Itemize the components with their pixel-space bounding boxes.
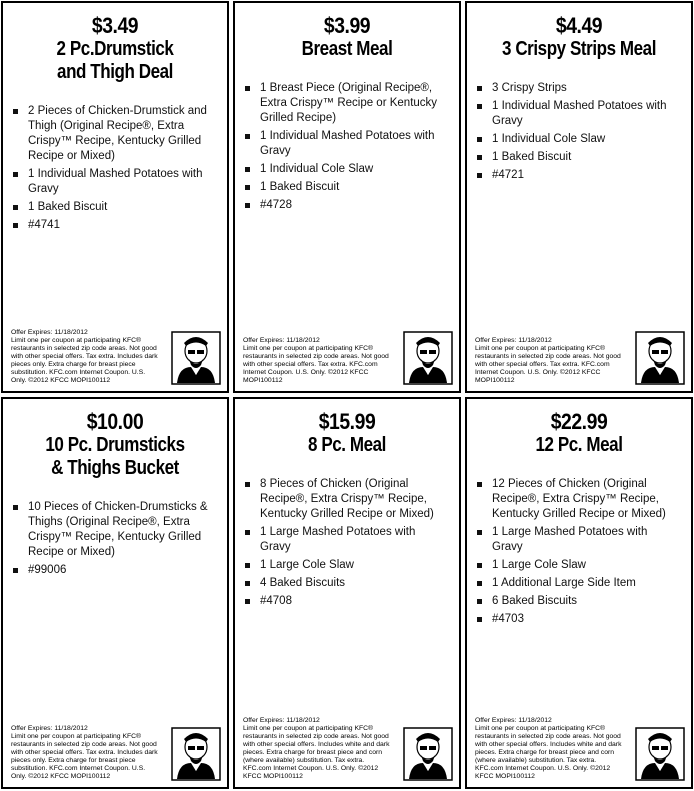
- list-item: [477, 477, 681, 522]
- fine-print-text: Limit one per coupon at participating KFC® restaurants in selected zip code areas. Not good with other special offers. Tax extra. KFC.com Internet Coupon. U.S. Only. ©2012 KFCC MOPI100112: [475, 345, 621, 384]
- bullet-icon: [477, 155, 482, 160]
- offer-expires: Offer Expires: 11/18/2012: [11, 329, 88, 336]
- colonel-logo-icon: [403, 727, 453, 781]
- colonel-logo-icon: [171, 331, 221, 385]
- coupon-title: 8 Pc. Meal: [308, 434, 386, 456]
- bullet-icon: [245, 86, 250, 91]
- list-item-text: 1 Individual Mashed Potatoes with Gravy: [28, 168, 203, 195]
- list-item-text: 1 Additional Large Side Item: [492, 577, 636, 589]
- list-item-text: 1 Large Mashed Potatoes with Gravy: [260, 526, 416, 553]
- list-item: [245, 525, 449, 555]
- fine-print-text: Limit one per coupon at participating KFC® restaurants in selected zip code areas. Not good with other special offers. Tax extra. Includes dark pieces only. Extra charge for breast piece substitution. KFC.com Internet Coupon. U.S. Only. ©2012 KFCC MOPI100112: [11, 337, 158, 384]
- offer-expires: Offer Expires: 11/18/2012: [243, 337, 320, 344]
- list-item: [477, 558, 681, 573]
- list-item-text: 4 Baked Biscuits: [260, 577, 346, 589]
- coupon-title: 2 Pc.Drumstick and Thigh Deal: [56, 38, 174, 83]
- list-item-text: #4741: [28, 219, 60, 231]
- coupon-header: [3, 399, 227, 480]
- coupon-price: $22.99: [550, 409, 608, 434]
- coupon-header: [3, 3, 227, 84]
- bullet-icon: [13, 205, 18, 210]
- list-item: [245, 162, 449, 177]
- list-item: [477, 576, 681, 591]
- bullet-icon: [13, 109, 18, 114]
- coupon-fine-print: [11, 725, 161, 781]
- coupon-card: [465, 1, 693, 393]
- coupon-price: $10.00: [86, 409, 144, 434]
- coupon-title: 10 Pc. Drumsticks & Thighs Bucket: [45, 434, 185, 479]
- coupon-item-list: [235, 477, 459, 609]
- colonel-logo-icon: [635, 727, 685, 781]
- list-item: [13, 500, 217, 560]
- list-item-text: #4728: [260, 199, 292, 211]
- list-item-text: 1 Large Cole Slaw: [492, 559, 586, 571]
- fine-print-text: Limit one per coupon at participating KFC® restaurants in selected zip code areas. Not good with other special offers. Tax extra. KFC.com Internet Coupon. U.S. Only. ©2012 KFCC MOPI100112: [243, 345, 389, 384]
- list-item-text: 1 Breast Piece (Original Recipe®, Extra Crispy™ Recipe or Kentucky Grilled Recipe): [260, 82, 438, 124]
- coupon-item-list: [235, 81, 459, 213]
- coupon-price: $3.49: [91, 13, 139, 38]
- list-item-text: 3 Crispy Strips: [492, 82, 567, 94]
- list-item-text: 1 Large Cole Slaw: [260, 559, 354, 571]
- colonel-logo-icon: [635, 331, 685, 385]
- colonel-logo-icon: [171, 727, 221, 781]
- list-item-text: #4721: [492, 169, 524, 181]
- bullet-icon: [477, 86, 482, 91]
- bullet-icon: [245, 581, 250, 586]
- list-item: [477, 594, 681, 609]
- coupon-fine-print: [243, 337, 393, 385]
- list-item-text: 1 Individual Mashed Potatoes with Gravy: [260, 130, 435, 157]
- coupon-item-list: [3, 104, 227, 233]
- list-item-text: 1 Baked Biscuit: [492, 151, 572, 163]
- list-item: [477, 150, 681, 165]
- coupon-title: 3 Crispy Strips Meal: [501, 38, 657, 60]
- list-item: [477, 612, 681, 627]
- list-item-text: 2 Pieces of Chicken-Drumstick and Thigh (Original Recipe®, Extra Crispy™ Recipe, Kentucky Grilled Recipe or Mixed): [28, 105, 207, 162]
- coupon-fine-print: [475, 337, 625, 385]
- list-item: [245, 576, 449, 591]
- offer-expires: Offer Expires: 11/18/2012: [475, 337, 552, 344]
- list-item-text: #4708: [260, 595, 292, 607]
- coupon-card: [233, 1, 461, 393]
- bullet-icon: [477, 563, 482, 568]
- list-item: [245, 129, 449, 159]
- list-item: [245, 198, 449, 213]
- offer-expires: Offer Expires: 11/18/2012: [243, 717, 320, 724]
- bullet-icon: [245, 482, 250, 487]
- list-item-text: 1 Individual Cole Slaw: [492, 133, 606, 145]
- coupon-price: $15.99: [318, 409, 376, 434]
- coupon-fine-print: [475, 717, 625, 781]
- list-item: [477, 81, 681, 96]
- bullet-icon: [477, 137, 482, 142]
- coupon-item-list: [467, 81, 691, 183]
- bullet-icon: [245, 563, 250, 568]
- bullet-icon: [477, 104, 482, 109]
- list-item-text: 1 Individual Cole Slaw: [260, 163, 374, 175]
- list-item-text: 8 Pieces of Chicken (Original Recipe®, Extra Crispy™ Recipe, Kentucky Grilled Recipe or Mixed): [260, 478, 434, 520]
- bullet-icon: [245, 530, 250, 535]
- offer-expires: Offer Expires: 11/18/2012: [11, 725, 88, 732]
- bullet-icon: [477, 173, 482, 178]
- list-item: [245, 81, 449, 126]
- coupon-item-list: [467, 477, 691, 627]
- coupon-card: [1, 397, 229, 789]
- list-item: [477, 132, 681, 147]
- coupon-header: [467, 399, 691, 457]
- bullet-icon: [13, 223, 18, 228]
- list-item-text: #4703: [492, 613, 524, 625]
- list-item: [245, 180, 449, 195]
- fine-print-text: Limit one per coupon at participating KFC® restaurants in selected zip code areas. Not good with other special offers. Includes white and dark pieces. Extra charge for breast piece and corn (where available) substitution. Tax extra. KFC.com Internet Coupon. U.S. Only. ©2012 KFCC MOPI100112: [475, 725, 622, 780]
- coupon-item-list: [3, 500, 227, 578]
- coupon-price: $3.99: [323, 13, 371, 38]
- fine-print-text: Limit one per coupon at participating KFC® restaurants in selected zip code areas. Not good with other special offers. Tax extra. Includes dark pieces only. Extra charge for breast piece substitution. KFC.com Internet Coupon. U.S. Only. ©2012 KFCC MOPI100112: [11, 733, 158, 780]
- list-item-text: 1 Baked Biscuit: [260, 181, 340, 193]
- bullet-icon: [245, 599, 250, 604]
- coupon-header: [467, 3, 691, 61]
- bullet-icon: [477, 617, 482, 622]
- list-item: [245, 477, 449, 522]
- list-item: [13, 104, 217, 164]
- bullet-icon: [245, 203, 250, 208]
- list-item-text: 12 Pieces of Chicken (Original Recipe®, Extra Crispy™ Recipe, Kentucky Grilled Recipe or Mixed): [492, 478, 666, 520]
- bullet-icon: [245, 167, 250, 172]
- coupon-fine-print: [11, 329, 161, 385]
- colonel-logo-icon: [403, 331, 453, 385]
- list-item: [245, 558, 449, 573]
- coupon-header: [235, 399, 459, 457]
- offer-expires: Offer Expires: 11/18/2012: [475, 717, 552, 724]
- bullet-icon: [477, 530, 482, 535]
- bullet-icon: [13, 505, 18, 510]
- list-item: [477, 525, 681, 555]
- coupon-card: [1, 1, 229, 393]
- list-item: [477, 99, 681, 129]
- bullet-icon: [477, 581, 482, 586]
- bullet-icon: [477, 599, 482, 604]
- list-item-text: 6 Baked Biscuits: [492, 595, 578, 607]
- list-item: [13, 218, 217, 233]
- coupon-title: Breast Meal: [301, 38, 393, 60]
- coupon-price: $4.49: [555, 13, 603, 38]
- list-item: [13, 563, 217, 578]
- coupon-card: [233, 397, 461, 789]
- coupon-fine-print: [243, 717, 393, 781]
- bullet-icon: [13, 568, 18, 573]
- bullet-icon: [245, 134, 250, 139]
- coupon-title: 12 Pc. Meal: [535, 434, 623, 456]
- list-item-text: #99006: [28, 564, 67, 576]
- list-item-text: 10 Pieces of Chicken-Drumsticks & Thighs (Original Recipe®, Extra Crispy™ Recipe, Kentucky Grilled Recipe or Mixed): [28, 501, 208, 558]
- bullet-icon: [245, 185, 250, 190]
- list-item-text: 1 Large Mashed Potatoes with Gravy: [492, 526, 648, 553]
- list-item: [245, 594, 449, 609]
- list-item-text: 1 Individual Mashed Potatoes with Gravy: [492, 100, 667, 127]
- list-item: [477, 168, 681, 183]
- fine-print-text: Limit one per coupon at participating KFC® restaurants in selected zip code areas. Not good with other special offers. Includes white and dark pieces. Extra charge for breast piece and corn (where available) substitution. Tax extra. KFC.com Internet Coupon. U.S. Only. ©2012 KFCC MOPI100112: [243, 725, 390, 780]
- list-item: [13, 167, 217, 197]
- bullet-icon: [477, 482, 482, 487]
- coupon-header: [235, 3, 459, 61]
- bullet-icon: [13, 172, 18, 177]
- list-item-text: 1 Baked Biscuit: [28, 201, 108, 213]
- list-item: [13, 200, 217, 215]
- coupon-card: [465, 397, 693, 789]
